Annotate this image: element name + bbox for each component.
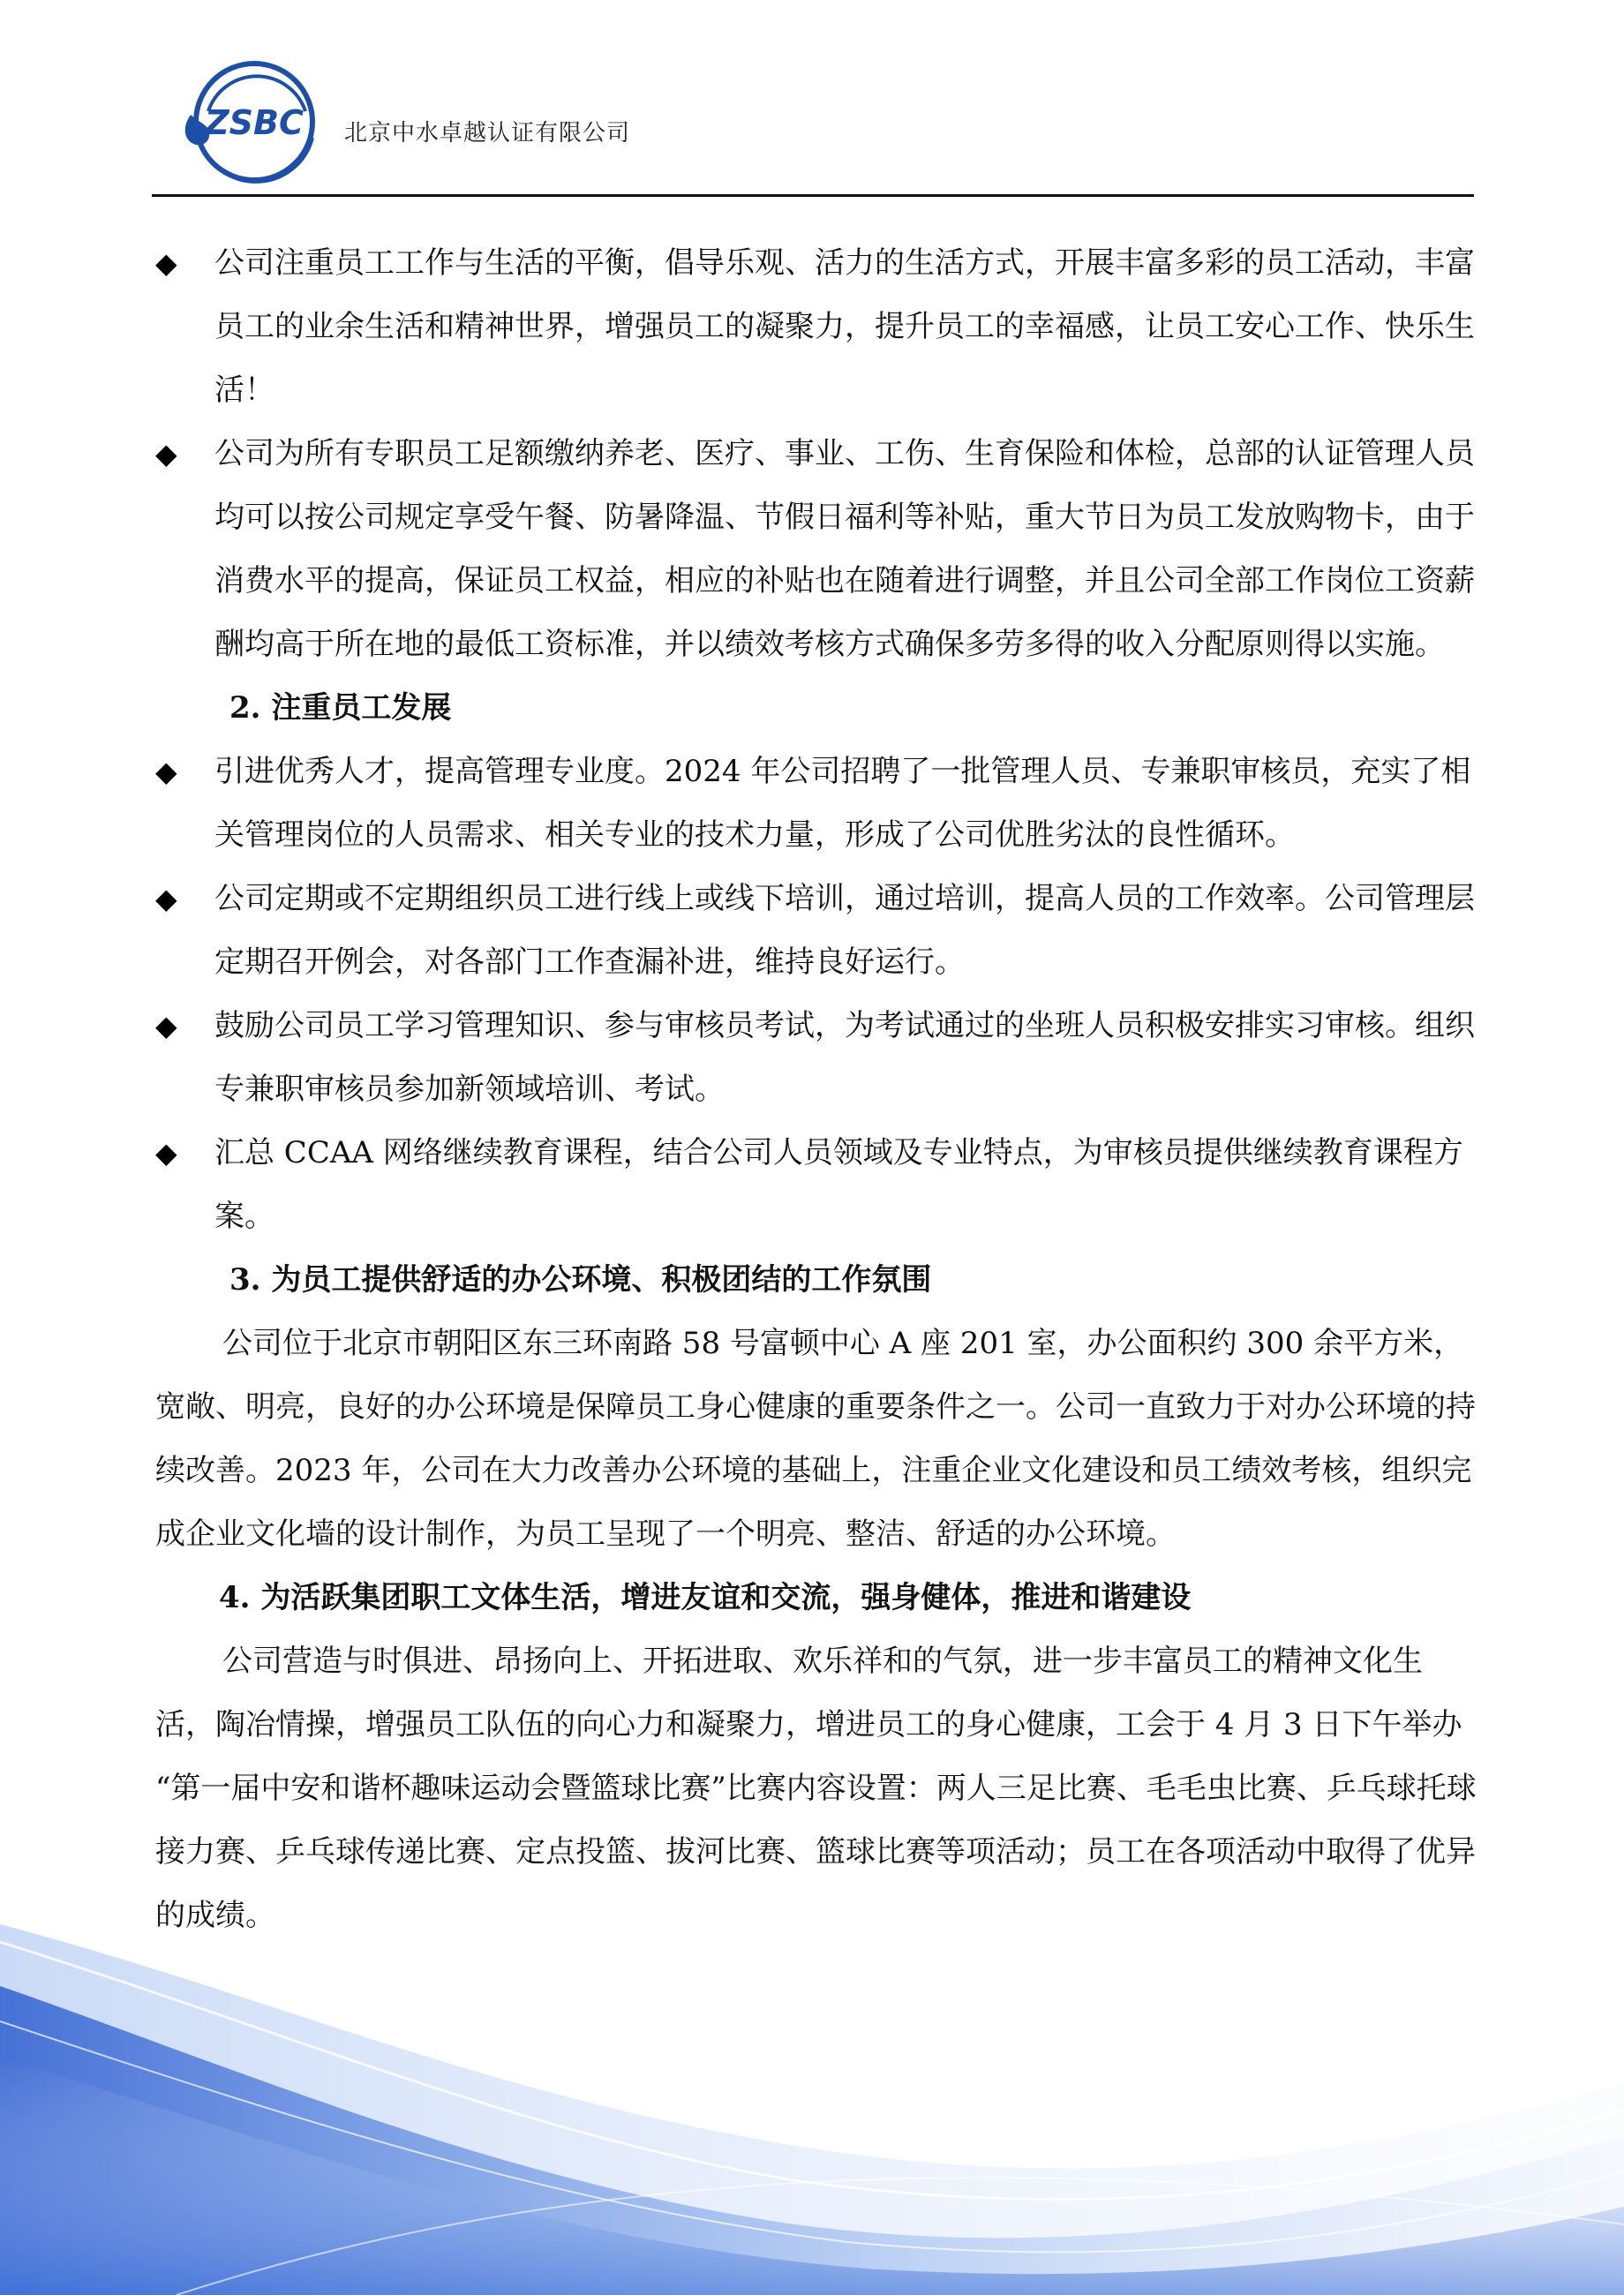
bullet-text: 汇总 CCAA 网络继续教育课程，结合公司人员领域及专业特点，为审核员提供继续教育课程方案。	[214, 1135, 1463, 1234]
company-name: 北京中水卓越认证有限公司	[344, 120, 631, 147]
body-paragraph: 公司营造与时俱进、昂扬向上、开拓进取、欢乐祥和的气氛，进一步丰富员工的精神文化生活，陶冶情操，增强员工队伍的向心力和凝聚力，增进员工的身心健康，工会于 4 月 3 日下午举办 “第一届中安和谐杯趣味运动会暨篮球比赛”比赛内容设置：两人三足比赛、毛毛虫比赛、乒乓球托球接力赛、乒乓球传递比赛、定点投篮、拔河比赛、篮球比赛等项活动；员工在各项活动中取得了优异的成绩。	[155, 1644, 1477, 1933]
logo-wordmark: ZSBC	[205, 103, 304, 142]
bullet-item	[155, 740, 1479, 867]
header-divider	[152, 194, 1474, 197]
bullet-item	[155, 994, 1479, 1121]
bullet-text: 公司注重员工工作与生活的平衡，倡导乐观、活力的生活方式，开展丰富多彩的员工活动，丰富员工的业余生活和精神世界，增强员工的凝聚力，提升员工的幸福感，让员工安心工作、快乐生活！	[214, 245, 1475, 408]
bullet-item	[155, 422, 1479, 676]
section-heading-2: 2. 注重员工发展	[229, 690, 452, 726]
bullet-text: 引进优秀人才，提高管理专业度。2024 年公司招聘了一批管理人员、专兼职审核员，充实了相关管理岗位的人员需求、相关专业的技术力量，形成了公司优胜劣汰的良性循环。	[214, 754, 1471, 853]
section-heading-4: 4. 为活跃集团职工文体生活，增进友谊和交流，强身健体，推进和谐建设	[219, 1580, 1192, 1615]
diamond-bullet-icon: ◆	[155, 1009, 177, 1042]
diamond-bullet-icon: ◆	[155, 755, 177, 788]
bullet-text: 公司定期或不定期组织员工进行线上或线下培训，通过培训，提高人员的工作效率。公司管理层定期召开例会，对各部门工作查漏补进，维持良好运行。	[214, 881, 1475, 980]
bullet-item	[155, 1121, 1479, 1248]
bullet-item	[155, 867, 1479, 994]
zsbc-logo	[173, 53, 328, 191]
diamond-bullet-icon: ◆	[155, 437, 177, 470]
document-body	[155, 231, 1479, 1947]
section-heading-3: 3. 为员工提供舒适的办公环境、积极团结的工作氛围	[229, 1262, 932, 1298]
diamond-bullet-icon: ◆	[155, 1136, 177, 1170]
bullet-text: 公司为所有专职员工足额缴纳养老、医疗、事业、工伤、生育保险和体检，总部的认证管理人员均可以按公司规定享受午餐、防暑降温、节假日福利等补贴，重大节日为员工发放购物卡，由于消费水平的提高，保证员工权益，相应的补贴也在随着进行调整，并且公司全部工作岗位工资薪酬均高于所在地的最低工资标准，并以绩效考核方式确保多劳多得的收入分配原则得以实施。	[214, 436, 1475, 662]
diamond-bullet-icon: ◆	[155, 246, 177, 280]
bullet-text: 鼓励公司员工学习管理知识、参与审核员考试，为考试通过的坐班人员积极安排实习审核。组织专兼职审核员参加新领域培训、考试。	[214, 1008, 1475, 1107]
diamond-bullet-icon: ◆	[155, 882, 177, 915]
body-paragraph: 公司位于北京市朝阳区东三环南路 58 号富顿中心 A 座 201 室，办公面积约 300 余平方米，宽敞、明亮，良好的办公环境是保障员工身心健康的重要条件之一。公司一直致力于对办公环境的持续改善。2023 年，公司在大力改善办公环境的基础上，注重企业文化建设和员工绩效考核，组织完成企业文化墙的设计制作，为员工呈现了一个明亮、整洁、舒适的办公环境。	[155, 1326, 1476, 1552]
bullet-item	[155, 231, 1479, 422]
page-header	[152, 49, 1476, 198]
